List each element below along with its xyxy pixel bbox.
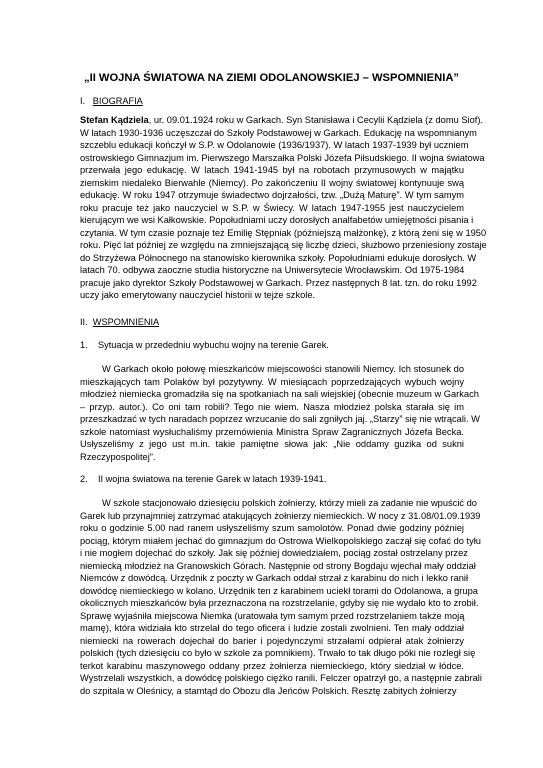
text-line [80, 451, 464, 464]
text-line [80, 610, 464, 623]
text-line [80, 401, 464, 414]
text-line [80, 388, 479, 401]
line-text: Garek lub przynajmniej zatrzymać atakujących żołnierzy niemieckich. W nocy z 31.08/01.09.1939 [80, 510, 481, 521]
subsection-title: Sytuacja w przededniu wybuchu wojny na terenie Garek. [98, 340, 329, 350]
text-line [80, 597, 479, 610]
text-line [80, 547, 468, 560]
line-text: Usłyszeliśmy z jego ust m.in. takie pamiętne słowa jak: „Nie oddamy guzika od sukni [80, 439, 464, 449]
text-line [80, 672, 482, 685]
text-line [80, 177, 464, 190]
line-text: W szkole stacjonowało dziesięciu polskich żołnierzy, którzy mieli za zadanie nie wpuścić do [102, 498, 477, 508]
text-line [80, 127, 477, 140]
line-text: Sprawę wyjaśniła miejscowa Niemka (uratowała tym samym przed rozstrzelaniem także moją [80, 610, 465, 621]
text-line [80, 363, 464, 376]
line-text: pracuje jako dyrektor Szkoły Podstawowej w Garkach. Przez następnych 8 lat. tzn. do roku 1992 [80, 277, 477, 288]
line-text: kierującym we wsi Kałkowskie. Popołudniami uczy dorosłych analfabetów umiejętności pisania i [80, 215, 474, 225]
text-line [80, 522, 464, 535]
line-text: uczy jako emerytowany nauczyciel historii w tejże szkole. [80, 290, 316, 300]
text-line [80, 214, 474, 227]
text-line [80, 264, 464, 277]
memory-paragraph-2 [80, 497, 482, 697]
subsection-number: 2. [80, 474, 88, 484]
text-line [80, 152, 485, 165]
text-line [80, 572, 469, 585]
line-text: szczeblu edukacji kończył w S.P. w Odolanowie (1936/1937). W latach 1937-1939 był uczniem [80, 140, 469, 150]
line-text: dowódcę niemieckiego w kolano. Urzędnik ten z karabinem uciekł torami do Odolanowa, a grupa [80, 585, 478, 596]
line-text: do szpitala w Oleśnicy, a stamtąd do Obozu dla Jeńców Polskich. Resztę zabitych żołnierzy [80, 685, 457, 696]
document-title: „II WOJNA ŚWIATOWA NA ZIEMI ODOLANOWSKIEJ – WSPOMNIENIA” [84, 72, 459, 84]
text-line [80, 660, 464, 673]
line-text: młodzież niemiecka gromadziła się na spotkaniach na sali wiejskiej (obecnie muzeum w Garkach [80, 389, 479, 399]
author-name: Stefan Kądziela [80, 115, 149, 125]
text-line [80, 497, 477, 510]
biography-paragraph [80, 114, 487, 302]
text-line [80, 438, 464, 451]
text-line [80, 535, 481, 548]
line-text: Wystrzelali wszystkich, a dowódcę polskiego ciężko ranili. Felczer opatrzył go, a następnie zabrali [80, 673, 482, 683]
text-line [80, 289, 464, 302]
section-number: II. [80, 317, 88, 327]
line-text: , ur. 09.01.1924 roku w Garkach. Syn Stanisława i Cecylii Kądziela (z domu Siof). [148, 115, 484, 125]
line-text: – przyp. autor.). Co oni tam robili? Tego nie wiem. Nasza młodzież polska starała się im [80, 401, 464, 412]
text-line [80, 139, 469, 152]
text-line [80, 635, 464, 648]
text-line [80, 585, 478, 598]
line-text: terkot karabinu maszynowego oddany przez żołnierza niemieckiego, który siedział w łódce. [80, 660, 464, 671]
line-text: niemiecką młodzież na Granowskich Górach. Następnie od strony Bogdaju wjechał mały oddział [80, 560, 476, 571]
line-text: szkole natomiast wysłuchaliśmy przemówienia Ministra Spraw Zagranicznych Józefa Becka. [80, 426, 464, 437]
line-text: Niemców z dowódcą. Urzędnik z poczty w Garkach oddał strzał z karabinu do nich i lekko ranił [80, 573, 469, 583]
text-line [80, 647, 476, 660]
section-label: BIOGRAFIA [92, 96, 143, 106]
line-text: W latach 1930-1936 uczęszczał do Szkoły Podstawowej w Garkach. Edukację na wspomnianym [80, 127, 477, 138]
text-line [80, 202, 464, 215]
line-text: i nie mogłem dojechać do szkoły. Jak się później dowiedziałem, pociąg został ostrzelany przez [80, 548, 468, 558]
line-text: okolicznych mieszkańców była przeznaczona na rozstrzelanie, gdyby się nie wydało kto to zrobił. [80, 598, 479, 608]
line-text: przeszkadzać w tych naradach poprzez wrzucanie do sali zgniłych jaj. „Starzy” się nie wtrącali. W [80, 414, 480, 424]
text-line [80, 277, 477, 290]
section-heading-wspomnienia [80, 317, 159, 327]
text-line [80, 376, 464, 389]
text-line [80, 114, 484, 127]
line-text: przerwała jego edukację. W latach 1941-1945 był na robotach przymusowych w majątku [80, 165, 464, 175]
line-text: czytania. W tym czasie poznaje też Emilię Stępniak (późniejszą małżonkę), z którą żeni się w 1950 [80, 227, 487, 238]
memory-paragraph-1 [80, 363, 480, 463]
line-text: W Garkach około połowę mieszkańców miejscowości stanowili Niemcy. Ich stosunek do [102, 364, 464, 374]
line-text: roku. Pięć lat później ze względu na zmniejszającą się liczbę dzieci, służbowo przeniesiony zostaje [80, 240, 487, 250]
line-text: ziemskim niedaleko Bierwahle (Niemcy). Po zakończeniu II wojny światowej kontynuuje swą [80, 177, 464, 188]
line-text: roku o godzinie 5.00 nad ranem usłyszeliśmy szum samolotów. Ponad dwie godziny później [80, 523, 464, 533]
subsection-number: 1. [80, 340, 88, 350]
subsection-title: II wojna światowa na terenie Garek w latach 1939-1941. [98, 474, 327, 484]
text-line [80, 426, 464, 439]
text-line [80, 189, 464, 202]
section-number: I. [80, 96, 86, 106]
text-line [80, 510, 481, 523]
line-text: mieszkających tam Polaków był pozytywny. W miesiącach poprzedzających wybuch wojny [80, 376, 464, 387]
section-label: WSPOMNIENIA [92, 317, 160, 327]
line-text: do Strzyżewa Północnego na stanowisko kierownika szkoły. Popołudniami edukuje dorosłych. W [80, 252, 477, 263]
text-line [80, 685, 464, 698]
text-line [80, 252, 477, 265]
line-text: pociąg, którym miałem jechać do gimnazjum do Ostrowa Wielkopolskiego zaczął się cofać do tyłu [80, 535, 481, 546]
line-text: polskich (tych dziesięciu co było w szkole za pomnikiem). Trwało to tak długo póki nie rozległ się [80, 648, 476, 658]
line-text: edukację. W roku 1947 otrzymuje świadectwo dojrzałości, tzw. „Dużą Maturę”. W tym samym [80, 190, 464, 200]
section-heading-biografia [80, 96, 143, 106]
line-text: latach 70. odbywa zaoczne studia historyczne na Uniwersytecie Wrocławskim. Od 1975-1984 [80, 265, 465, 275]
line-text: niemiecki na rowerach dojechał do barier i pojedynczymi strzałami odpierał atak żołnierzy [80, 635, 464, 646]
text-line [80, 622, 464, 635]
line-text: Rzeczypospolitej”. [80, 451, 156, 462]
text-line [80, 413, 480, 426]
line-text: mamę), która widziała kto strzelał do tego oficera i ludzie zostali zwolnieni. Ten mały oddział [80, 623, 464, 633]
line-text: ostrowskiego Gimnazjum im. Pierwszego Marszałka Polski Józefa Piłsudskiego. II wojna światowa [80, 152, 485, 163]
text-line [80, 164, 464, 177]
line-text: roku pracuje też jako nauczyciel w S.P. w Świecy. W latach 1947-1955 jest nauczycielem [80, 202, 464, 213]
text-line [80, 239, 487, 252]
text-line [80, 227, 487, 240]
text-line [80, 560, 476, 573]
